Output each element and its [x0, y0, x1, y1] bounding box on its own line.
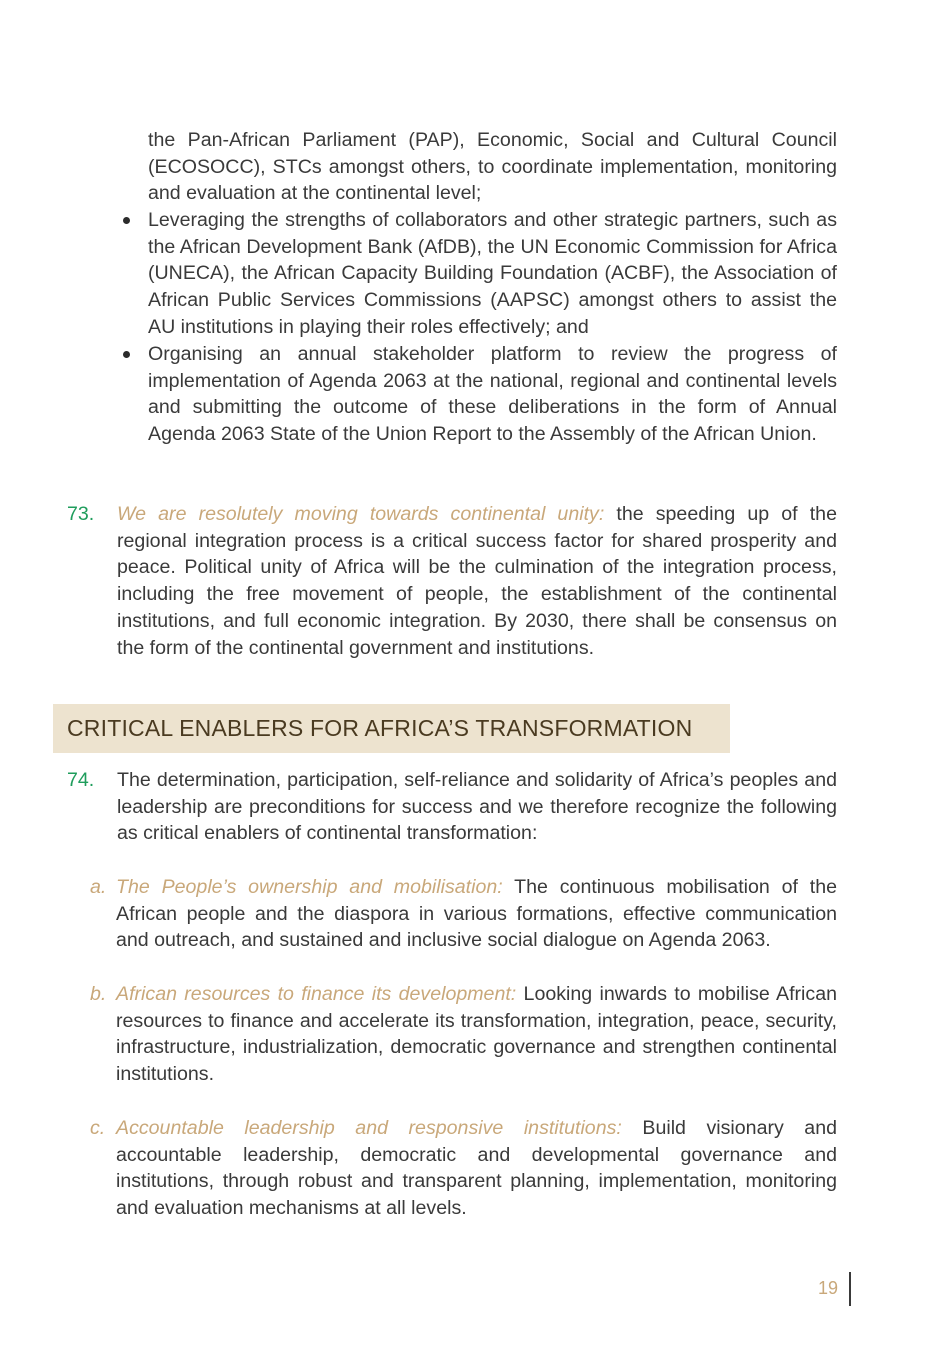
page-number: 19	[818, 1278, 839, 1298]
bullet-item: Organising an annual stakeholder platform to review the progress of implementation of Agenda 2063 at the national, regional and continental levels and submitting the outcome of these deliberations in the form of Annual Agenda 2063 State of the Union Report to the Assembly of the African Union.	[148, 341, 837, 448]
subitem-letter: b.	[90, 983, 107, 1005]
subitem-letter: c.	[90, 1117, 106, 1139]
subitem-body: Build visionary and accountable leadership, democratic and developmental governance and institutions, through robust and transparent planning, implementation, monitoring and evaluation mechanisms at all levels.	[116, 1117, 838, 1220]
subitem-letter: a.	[90, 876, 107, 898]
subitem-body: The continuous mobilisation of the African people and the diaspora in various formations, effective communication and outreach, and sustained and inclusive social dialogue on Agenda 2063.	[116, 876, 837, 952]
section-heading-banner	[53, 704, 730, 753]
subitem-a	[116, 874, 837, 954]
subitem-lead: African resources to finance its development:	[116, 983, 517, 1005]
paragraph-lead: We are resolutely moving towards continental unity:	[117, 503, 605, 525]
subitem-lead: The People’s ownership and mobilisation:	[116, 876, 503, 898]
page-number-rule	[849, 1272, 851, 1306]
bullet-list	[148, 341, 837, 448]
continuation-paragraph: the Pan-African Parliament (PAP), Economic, Social and Cultural Council (ECOSOCC), STCs amongst others, to coordinate implementation, monitoring and evaluation at the continental level;	[148, 129, 837, 205]
section-heading: CRITICAL ENABLERS FOR AFRICA’S TRANSFORMATION	[67, 715, 693, 741]
paragraph-body: the speeding up of the regional integration process is a critical success factor for shared prosperity and peace. Political unity of Africa will be the culmination of the integration process, including the free movement of people, the establishment of the continental institutions, and full economic integration. By 2030, there shall be consensus on the form of the continental government and institutions.	[117, 503, 837, 659]
paragraph-number: 73.	[67, 503, 95, 525]
paragraph-74: The determination, participation, self-reliance and solidarity of Africa’s peoples and leadership are preconditions for success and we therefore recognize the following as critical enablers of continental transformation:	[117, 769, 837, 845]
paragraph-73	[117, 501, 837, 661]
subitem-lead: Accountable leadership and responsive institutions:	[116, 1117, 622, 1139]
paragraph-number: 74.	[67, 769, 95, 791]
subitem-body: Looking inwards to mobilise African resources to finance and accelerate its transformation, integration, peace, security, infrastructure, industrialization, democratic governance and strengthen continental institutions.	[116, 983, 837, 1086]
subitem-b	[116, 981, 837, 1088]
bullet-item: Leveraging the strengths of collaborators and other strategic partners, such as the African Development Bank (AfDB), the UN Economic Commission for Africa (UNECA), the African Capacity Building Foundation (ACBF), the Association of African Public Services Commissions (AAPSC) amongst others to assist the AU institutions in playing their roles effectively; and	[148, 207, 837, 341]
bullet-list	[148, 207, 837, 341]
subitem-c	[116, 1115, 837, 1222]
